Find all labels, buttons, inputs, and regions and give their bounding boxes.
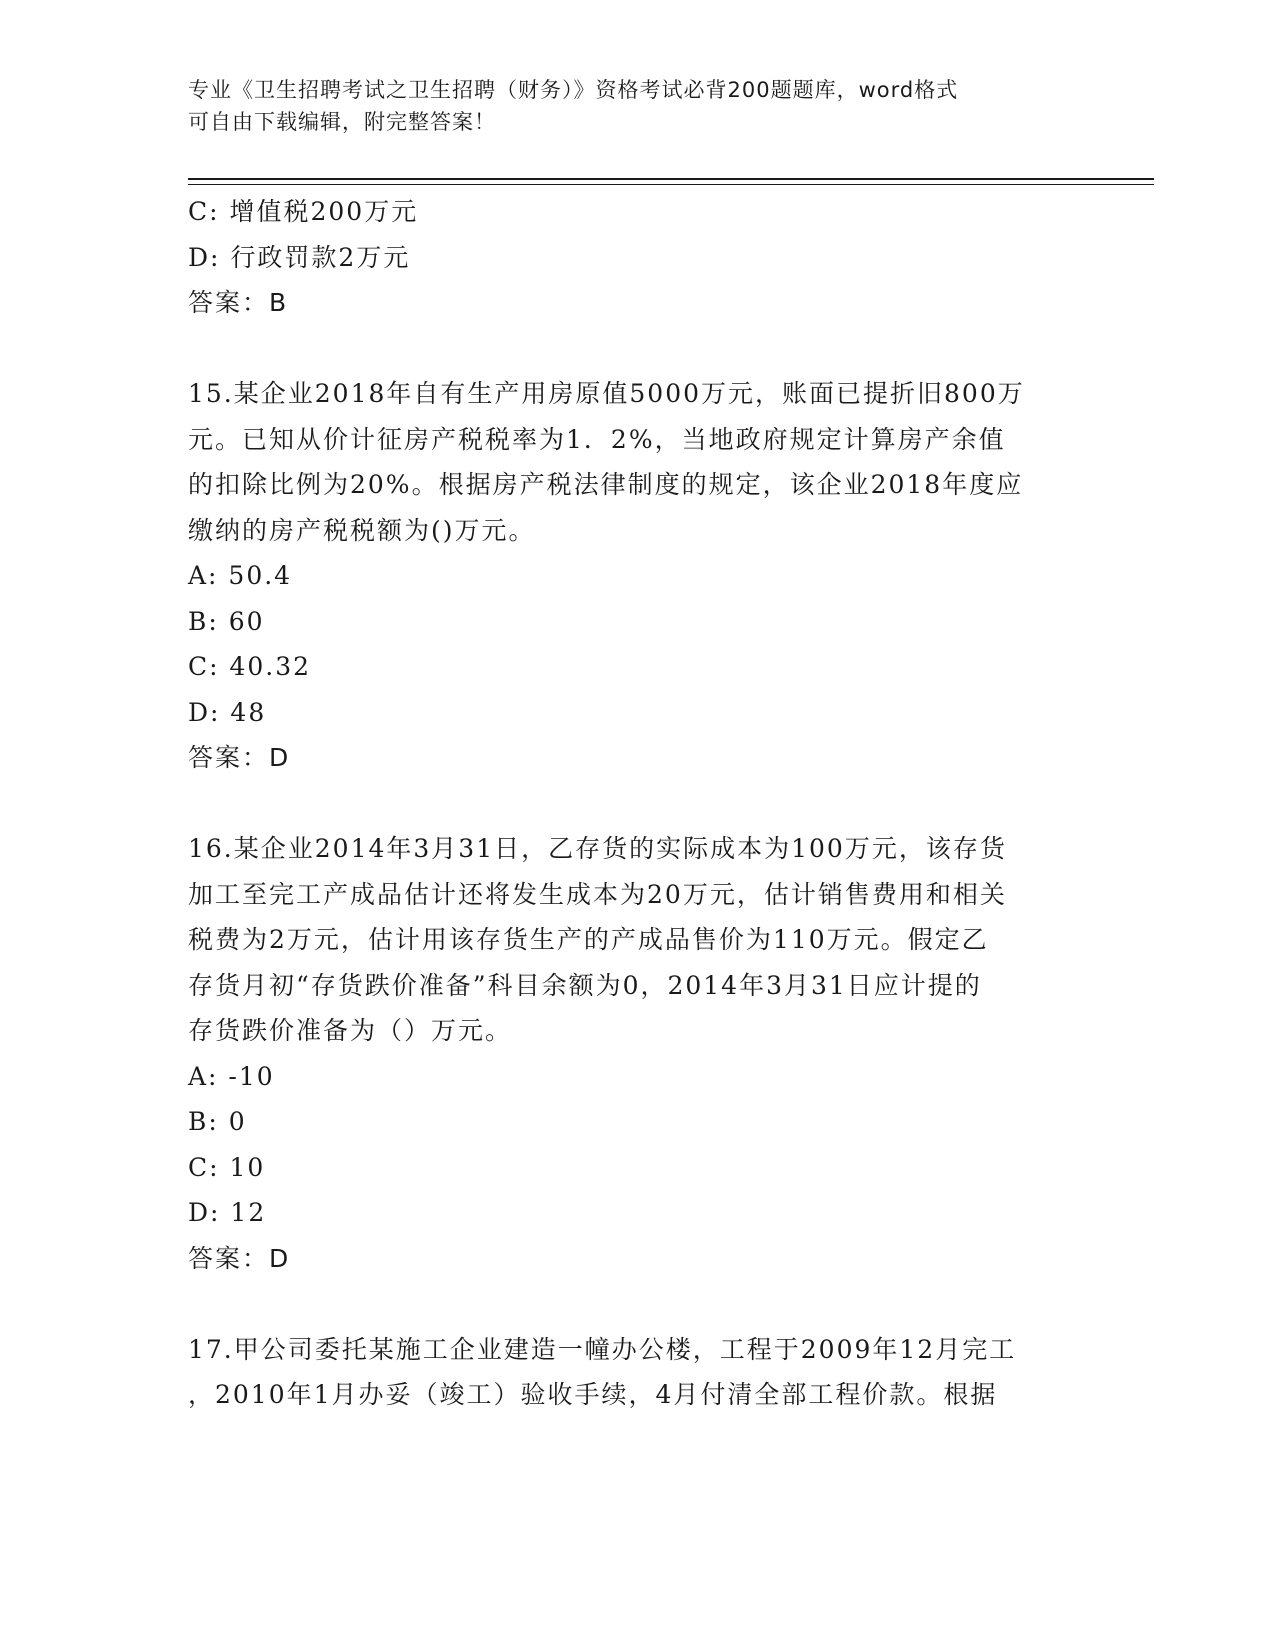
- question-stem-line: 17.甲公司委托某施工企业建造一幢办公楼，工程于2009年12月完工: [188, 1334, 1017, 1364]
- question-stem-line: ，2010年1月办妥（竣工）验收手续，4月付清全部工程价款。根据: [188, 1380, 998, 1409]
- question-17: [188, 1327, 1088, 1418]
- header-title-line-2: 可自由下载编辑，附完整答案！: [188, 110, 496, 134]
- option-b: B: 60: [188, 606, 265, 636]
- answer-line: 答案：D: [188, 1243, 291, 1273]
- option-a: A: -10: [188, 1061, 275, 1091]
- spacer: [188, 1281, 1088, 1327]
- option-d: D: 行政罚款2万元: [188, 242, 411, 272]
- option-c: C: 10: [188, 1152, 266, 1182]
- option-c: C: 40.32: [188, 652, 312, 681]
- document-header: [188, 74, 1088, 138]
- option-d: D: 48: [188, 697, 267, 727]
- option-c: C: 增值税200万元: [188, 197, 419, 226]
- question-stem-line: 元。已知从价计征房产税税率为1．2%，当地政府规定计算房产余值: [188, 424, 1006, 454]
- question-stem-line: 缴纳的房产税税额为()万元。: [188, 515, 536, 545]
- question-stem-line: 存货月初“存货跌价准备”科目余额为0，2014年3月31日应计提的: [188, 970, 982, 1000]
- question-stem-line: 16.某企业2014年3月31日，乙存货的实际成本为100万元，该存货: [188, 834, 1007, 863]
- question-15: [188, 371, 1088, 781]
- header-divider-thick: [188, 178, 1154, 180]
- option-b: B: 0: [188, 1107, 247, 1136]
- answer-line: 答案：B: [188, 288, 289, 317]
- header-title-line-1: 专业《卫生招聘考试之卫生招聘（财务）》资格考试必背200题题库，word格式: [188, 78, 959, 102]
- question-16: [188, 826, 1088, 1281]
- question-stem-line: 15.某企业2018年自有生产用房原值5000万元，账面已提折旧800万: [188, 379, 1025, 408]
- answer-line: 答案：D: [188, 743, 291, 772]
- question-stem-line: 的扣除比例为20%。根据房产税法律制度的规定，该企业2018年度应: [188, 470, 1024, 499]
- question-14-tail: [188, 189, 1088, 326]
- question-stem-line: 加工至完工产成品估计还将发生成本为20万元，估计销售费用和相关: [188, 879, 1007, 909]
- option-a: A: 50.4: [188, 561, 293, 590]
- header-divider-thin: [188, 184, 1154, 185]
- spacer: [188, 326, 1088, 372]
- question-stem-line: 税费为2万元，估计用该存货生产的产成品售价为110万元。假定乙: [188, 925, 989, 954]
- question-content: [188, 189, 1088, 1418]
- question-stem-line: 存货跌价准备为（）万元。: [188, 1016, 513, 1045]
- option-d: D: 12: [188, 1198, 267, 1227]
- spacer: [188, 781, 1088, 827]
